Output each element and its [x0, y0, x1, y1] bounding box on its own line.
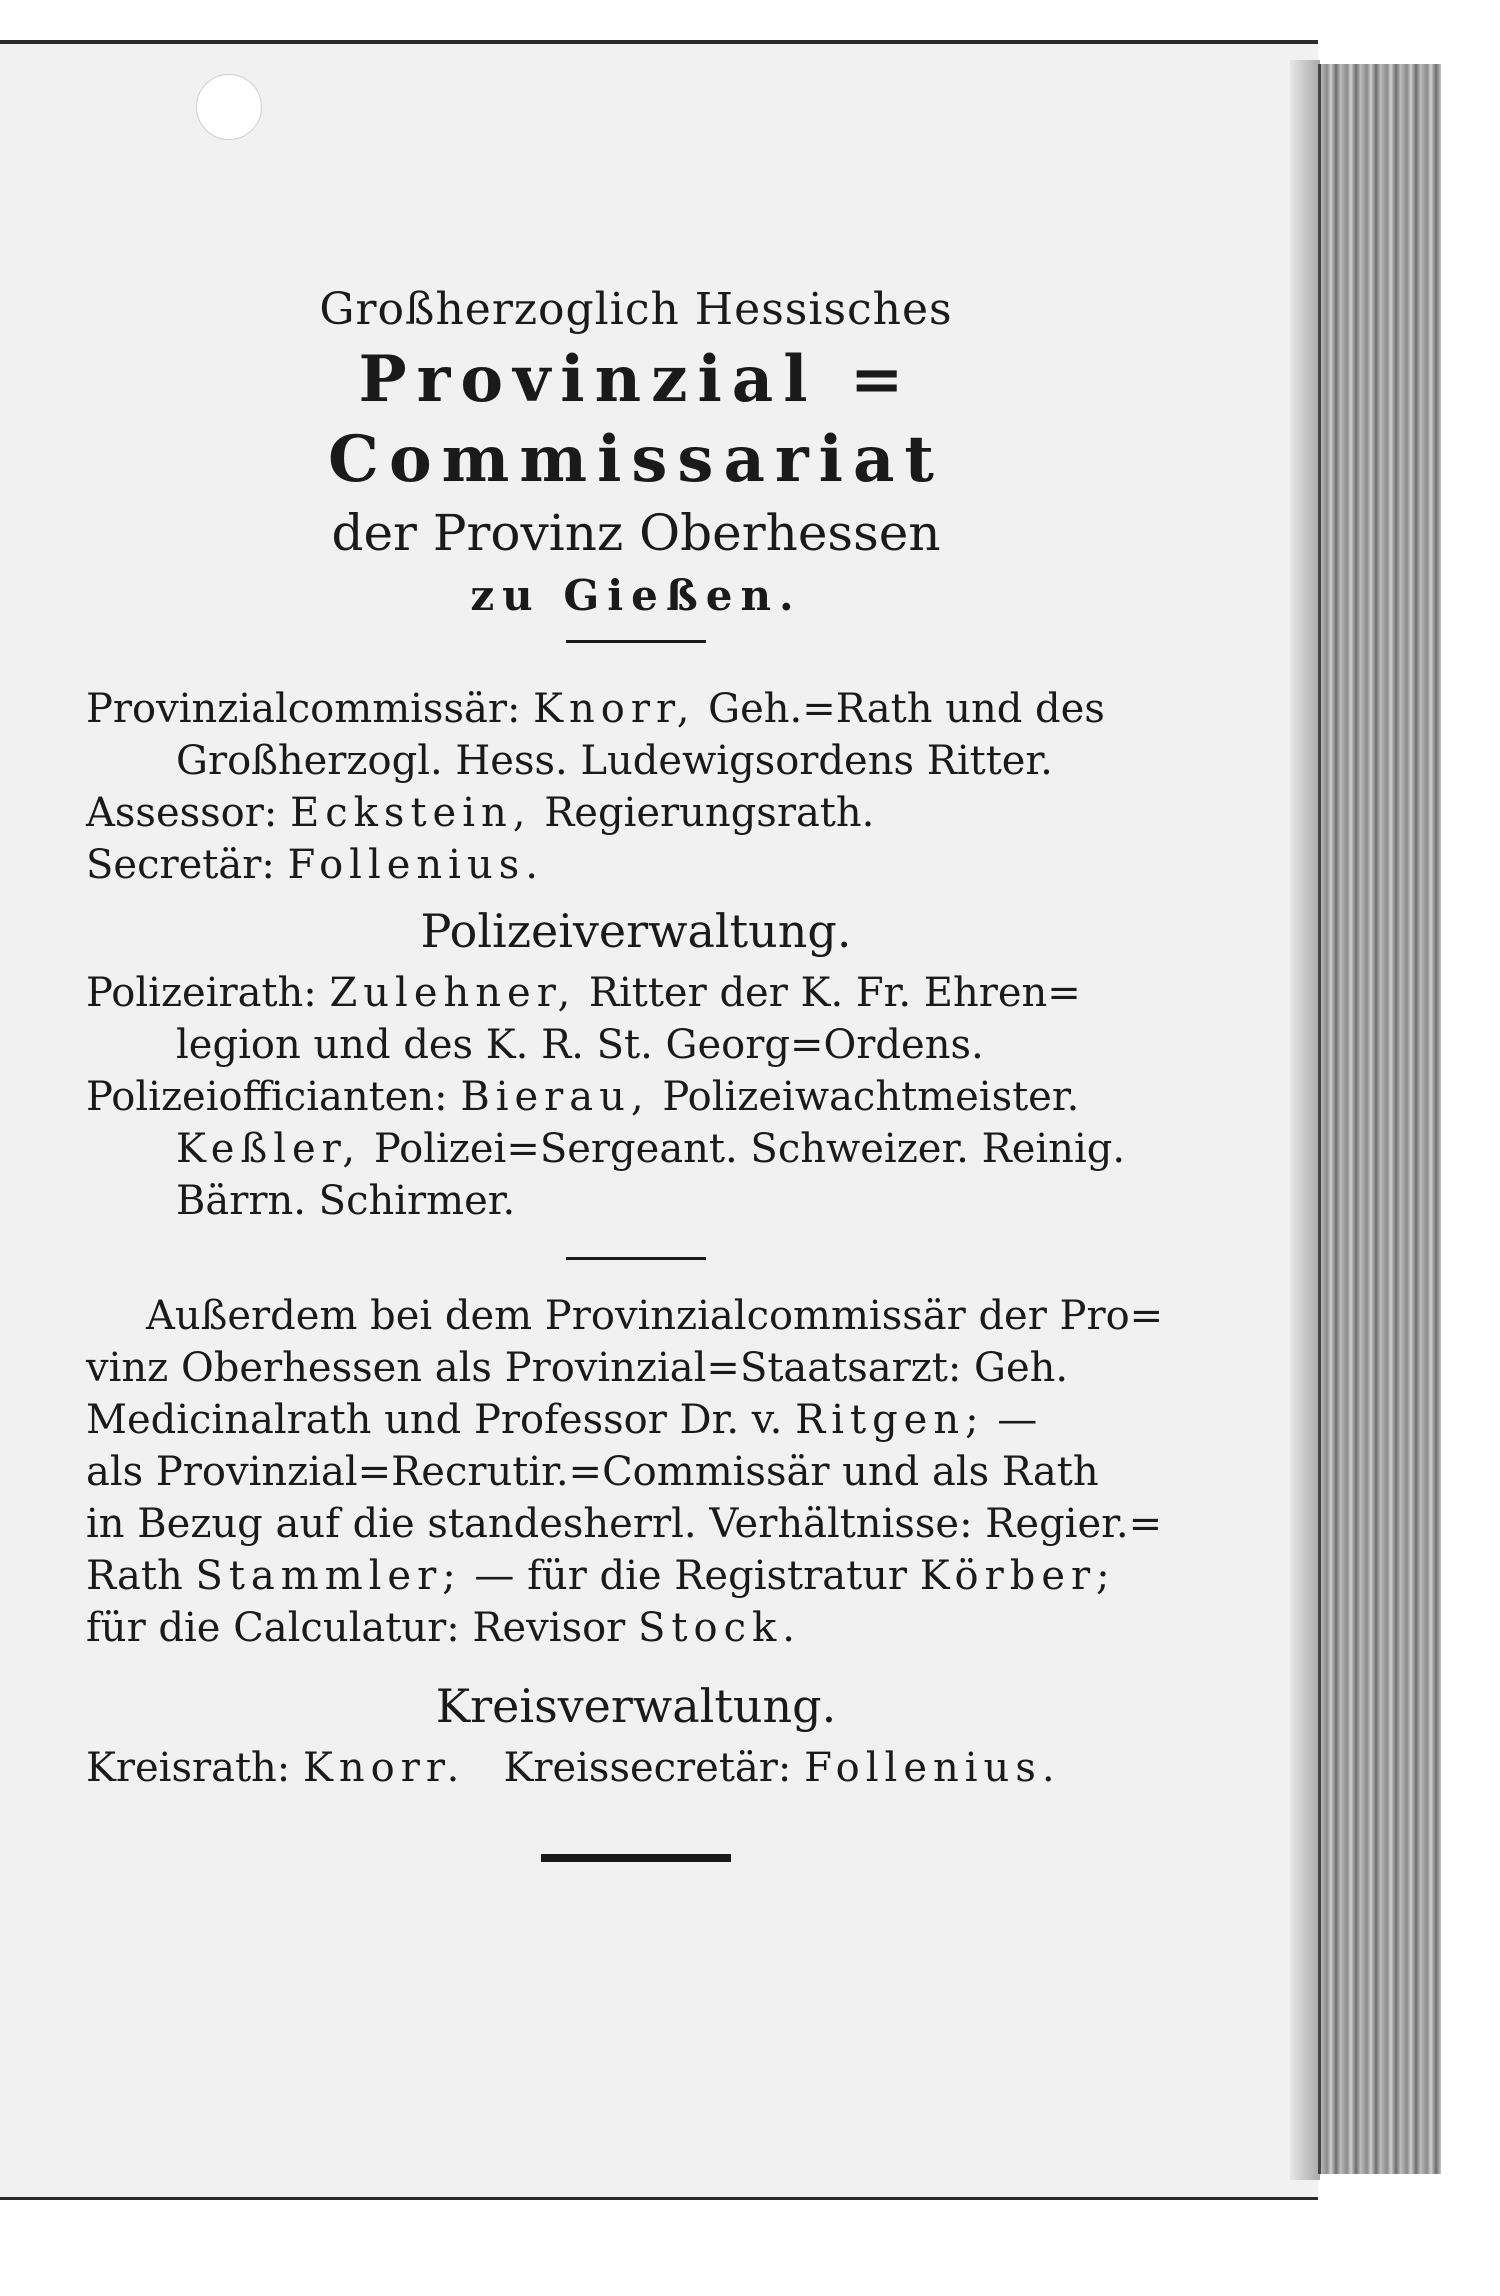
role-detail: Polizei=Sergeant. Schweizer. Reinig.	[373, 1126, 1126, 1172]
section-heading: Polizeiverwaltung.	[420, 904, 852, 958]
person-name: Zulehner,	[329, 970, 577, 1016]
role-label: Kreisrath:	[86, 1745, 291, 1791]
additional-line-4: als Provinzial=Recrutir.=Commissär und als Rath	[86, 1449, 1099, 1495]
person-name: Knorr.	[303, 1745, 466, 1791]
text-run: —	[997, 1397, 1038, 1443]
closing-rule	[541, 1854, 731, 1862]
person-name: Eckstein,	[290, 790, 532, 836]
header-line-3: der Provinz Oberhessen	[331, 504, 941, 562]
police-line-4	[86, 1123, 1186, 1175]
role-detail: Regierungsrath.	[544, 790, 875, 836]
police-line-3	[86, 1071, 1186, 1123]
header-title: Provinzial = Commissariat	[328, 342, 944, 497]
punch-hole	[196, 74, 262, 140]
page-gutter	[1290, 60, 1320, 2180]
role-label: Kreissecretär:	[503, 1745, 792, 1791]
role-label: Assessor:	[86, 790, 278, 836]
police-line-5: Bärrn. Schirmer.	[176, 1178, 516, 1224]
additional-line-3	[86, 1394, 1186, 1446]
person-name: Keßler,	[176, 1126, 362, 1172]
header-place: zu Gießen.	[470, 571, 802, 620]
role-label: Polizeiofficianten:	[86, 1074, 448, 1120]
additional-line-1: Außerdem bei dem Provinzialcommissär der Pro=	[146, 1293, 1164, 1339]
person-name: Körber;	[919, 1553, 1116, 1599]
staff-line-4	[86, 839, 1186, 891]
police-line-2: legion und des K. R. St. Georg=Ordens.	[176, 1022, 984, 1068]
role-label: Polizeirath:	[86, 970, 317, 1016]
text-run: — für die Registratur	[474, 1553, 908, 1599]
additional-line-6	[86, 1550, 1186, 1602]
person-name: Stock.	[638, 1605, 801, 1651]
person-name: Ritgen;	[795, 1397, 985, 1443]
role-label: Secretär:	[86, 842, 275, 888]
additional-section	[86, 1290, 1186, 1654]
role-detail: Ritter der K. Fr. Ehren=	[588, 970, 1081, 1016]
text-run: Rath	[86, 1553, 183, 1599]
staff-line-2: Großherzogl. Hess. Ludewigsordens Ritter.	[176, 738, 1053, 784]
divider	[566, 640, 706, 643]
text-run: Medicinalrath und Professor Dr. v.	[86, 1397, 783, 1443]
person-name: Knorr,	[533, 686, 696, 732]
document-header	[86, 280, 1186, 626]
district-line-1	[86, 1742, 1186, 1794]
role-detail: Geh.=Rath und des	[708, 686, 1105, 732]
person-name: Follenius.	[287, 842, 544, 888]
page-stack-edge	[1318, 64, 1441, 2174]
additional-line-2: vinz Oberhessen als Provinzial=Staatsarzt: Geh.	[86, 1345, 1069, 1391]
person-name: Bierau,	[460, 1074, 650, 1120]
text-run: für die Calculatur: Revisor	[86, 1605, 626, 1651]
header-line-1: Großherzoglich Hessisches	[319, 284, 953, 335]
additional-line-5: in Bezug auf die standesherrl. Verhältnisse: Regier.=	[86, 1501, 1163, 1547]
police-section	[86, 899, 1186, 1227]
person-name: Follenius.	[804, 1745, 1061, 1791]
additional-line-7	[86, 1602, 1186, 1654]
page-content	[86, 280, 1186, 1902]
person-name: Stammler;	[195, 1553, 462, 1599]
police-line-1	[86, 967, 1186, 1019]
role-label: Provinzialcommissär:	[86, 686, 521, 732]
staff-section	[86, 683, 1186, 891]
divider	[566, 1257, 706, 1260]
district-section	[86, 1674, 1186, 1794]
staff-line-1	[86, 683, 1186, 735]
section-heading: Kreisverwaltung.	[435, 1679, 837, 1733]
role-detail: Polizeiwachtmeister.	[662, 1074, 1080, 1120]
staff-line-3	[86, 787, 1186, 839]
